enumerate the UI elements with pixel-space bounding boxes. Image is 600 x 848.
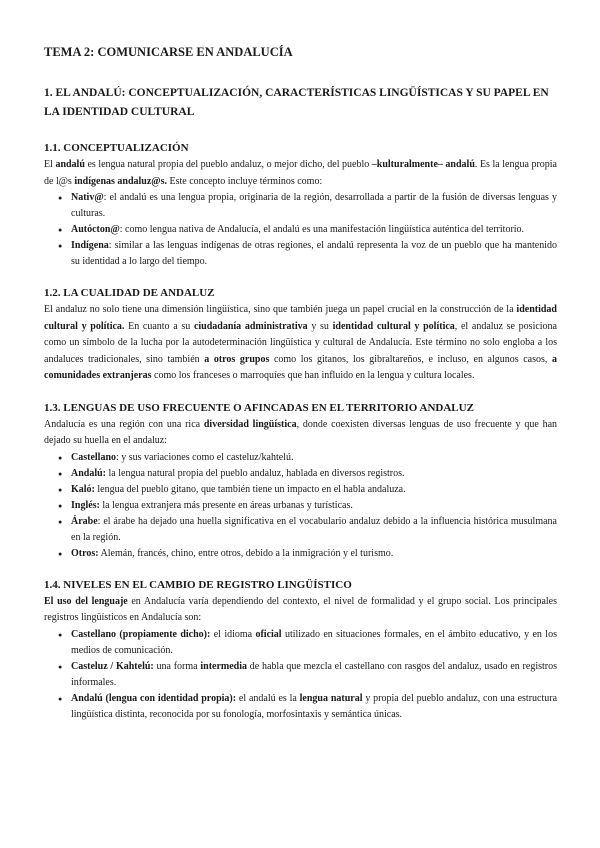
- item-term: Inglés:: [71, 499, 100, 511]
- section-1-3-list: [44, 450, 557, 562]
- bold-run: identidad cultural y política.: [44, 304, 557, 332]
- item-text: : el árabe ha dejado una huella significativa en el vocabulario andaluz debido a la influencia histórica musulmana en la región.: [71, 515, 557, 543]
- section-1-3-heading: 1.3. LENGUAS DE USO FRECUENTE O AFINCADAS EN EL TERRITORIO ANDALUZ: [44, 401, 474, 414]
- item-text: una forma: [153, 660, 201, 672]
- item-term: Andalú (lengua con identidad propia):: [71, 692, 237, 704]
- text-run: El andaluz no solo tiene una dimensión lingüística, sino que también juega un papel crucial en la construcción de la: [44, 304, 517, 315]
- item-text: : como lengua nativa de Andalucía, el andalú es una manifestación lingüística auténtica del territorio.: [119, 224, 525, 235]
- list-item: [44, 238, 557, 270]
- text-run: como los franceses o marroquíes que han influido en la lengua y cultura locales.: [151, 370, 475, 381]
- list-item: [44, 691, 557, 723]
- item-text: lengua del pueblo gitano, que también tiene un impacto en el habla andaluza.: [94, 483, 406, 495]
- section-1-4-intro: [44, 594, 557, 627]
- text-run: y su: [307, 320, 333, 332]
- bold-run: –kulturalmente– andalú: [371, 159, 475, 170]
- list-item: [44, 222, 557, 238]
- item-text: utilizado en situaciones formales, en el ámbito educativo, y en los medios de comunicación.: [71, 628, 557, 656]
- list-item: [44, 546, 557, 562]
- item-term: Castellano: [71, 451, 116, 463]
- bold-run: a otros grupos: [204, 353, 270, 365]
- list-item: [44, 659, 557, 691]
- document-page: [44, 44, 557, 723]
- bold-run: lengua natural: [299, 692, 363, 704]
- item-text: la lengua extranjera más presente en áreas urbanas y turísticas.: [99, 499, 353, 511]
- item-term: Andalú:: [71, 467, 107, 479]
- item-text: : similar a las lenguas indígenas de otras regiones, el andalú representa la voz de un pueblo que ha mantenido su identidad a lo largo del tiempo.: [71, 240, 557, 267]
- item-text: el idioma: [210, 628, 256, 640]
- item-text: : el andalú es una lengua propia, originaria de la región, desarrollada a partir de la fusión de diversas lenguas y culturas.: [71, 192, 557, 219]
- bold-run: andalú: [55, 159, 85, 170]
- bold-run: a comunidades extranjeras: [44, 353, 557, 381]
- section-1-3-intro: [44, 417, 557, 450]
- section-1-1-list: [44, 190, 557, 270]
- bold-run: diversidad lingüística: [203, 418, 297, 430]
- item-term: Otros:: [71, 547, 99, 559]
- text-run: En cuanto a su: [124, 320, 194, 332]
- text-run: , donde coexisten diversas lenguas de uso frecuente y que han dejado su huella en el andaluz:: [44, 418, 558, 446]
- item-text: y propia del pueblo andaluz, con una estructura lingüística distinta, reconocida por su fonología, morfosintaxis y semántica únicas.: [71, 692, 558, 720]
- list-item: [44, 450, 557, 466]
- item-term: Casteluz / Kahtelú:: [71, 660, 154, 672]
- section-1-1-heading: 1.1. CONCEPTUALIZACIÓN: [44, 142, 189, 154]
- bold-run: ciudadanía administrativa: [193, 320, 308, 332]
- bold-run: indígenas andaluz@s.: [74, 175, 167, 187]
- item-text: la lengua natural propia del pueblo andaluz, hablada en diversos registros.: [106, 467, 405, 479]
- list-item: [44, 482, 557, 498]
- list-item: [44, 514, 557, 546]
- text-run: en Andalucía varía dependiendo del contexto, el nivel de formalidad y el grupo social. Los principales registros lingüísticos en Andalucía son:: [44, 595, 557, 623]
- item-term: Kaló:: [71, 483, 95, 495]
- list-item: [44, 498, 557, 514]
- text-run: como los gitanos, los gibraltareños, e incluso, en algunos casos,: [269, 353, 552, 365]
- list-item: [44, 190, 557, 222]
- item-text: Alemán, francés, chino, entre otros, debido a la inmigración y el turismo.: [98, 547, 394, 559]
- text-run: . Es la lengua propia de l@s: [44, 159, 557, 187]
- text-run: Andalucía es una región con una rica: [44, 418, 204, 430]
- text-run: , el andaluz se posiciona como un símbolo de la lucha por la autodeterminación lingüística y cultural de Andalucía. Este término no solo engloba a los andaluces tradicionales, sino también: [44, 320, 557, 365]
- document-title: TEMA 2: COMUNICARSE EN ANDALUCÍA: [44, 45, 293, 59]
- bold-run: identidad cultural y política: [332, 320, 455, 332]
- section-1-heading: 1. EL ANDALÚ: CONCEPTUALIZACIÓN, CARACTERÍSTICAS LINGÜÍSTICAS Y SU PAPEL EN LA IDENTIDAD CULTURAL: [44, 87, 549, 118]
- text-run: es lengua natural propia del pueblo andaluz, o mejor dicho, del pueblo: [84, 159, 372, 170]
- section-1-4-heading: 1.4. NIVELES EN EL CAMBIO DE REGISTRO LINGÜÍSTICO: [44, 578, 352, 591]
- text-run: Este concepto incluye términos como:: [167, 175, 323, 187]
- bold-run: El uso del lenguaje: [44, 595, 128, 607]
- item-text: el andalú es la: [236, 692, 300, 704]
- item-term: Árabe: [71, 515, 98, 527]
- item-text: de habla que mezcla el castellano con rasgos del andaluz, usado en registros informales.: [71, 660, 557, 688]
- section-1-2-paragraph: [44, 302, 557, 385]
- text-run: El: [44, 159, 56, 170]
- item-text: : y sus variaciones como el casteluz/kahtelú.: [116, 451, 294, 463]
- item-term: Autócton@: [71, 224, 120, 235]
- list-item: [44, 466, 557, 482]
- bold-run: oficial: [255, 628, 282, 640]
- list-item: [44, 627, 557, 659]
- item-term: Castellano (propiamente dicho):: [71, 628, 211, 640]
- section-1-4-list: [44, 627, 557, 723]
- bold-run: intermedia: [200, 660, 248, 672]
- item-term: Indígena: [71, 240, 109, 251]
- item-term: Nativ@: [71, 192, 104, 203]
- section-1-1-intro: [44, 157, 557, 190]
- section-1-2-heading: 1.2. LA CUALIDAD DE ANDALUZ: [44, 287, 215, 299]
